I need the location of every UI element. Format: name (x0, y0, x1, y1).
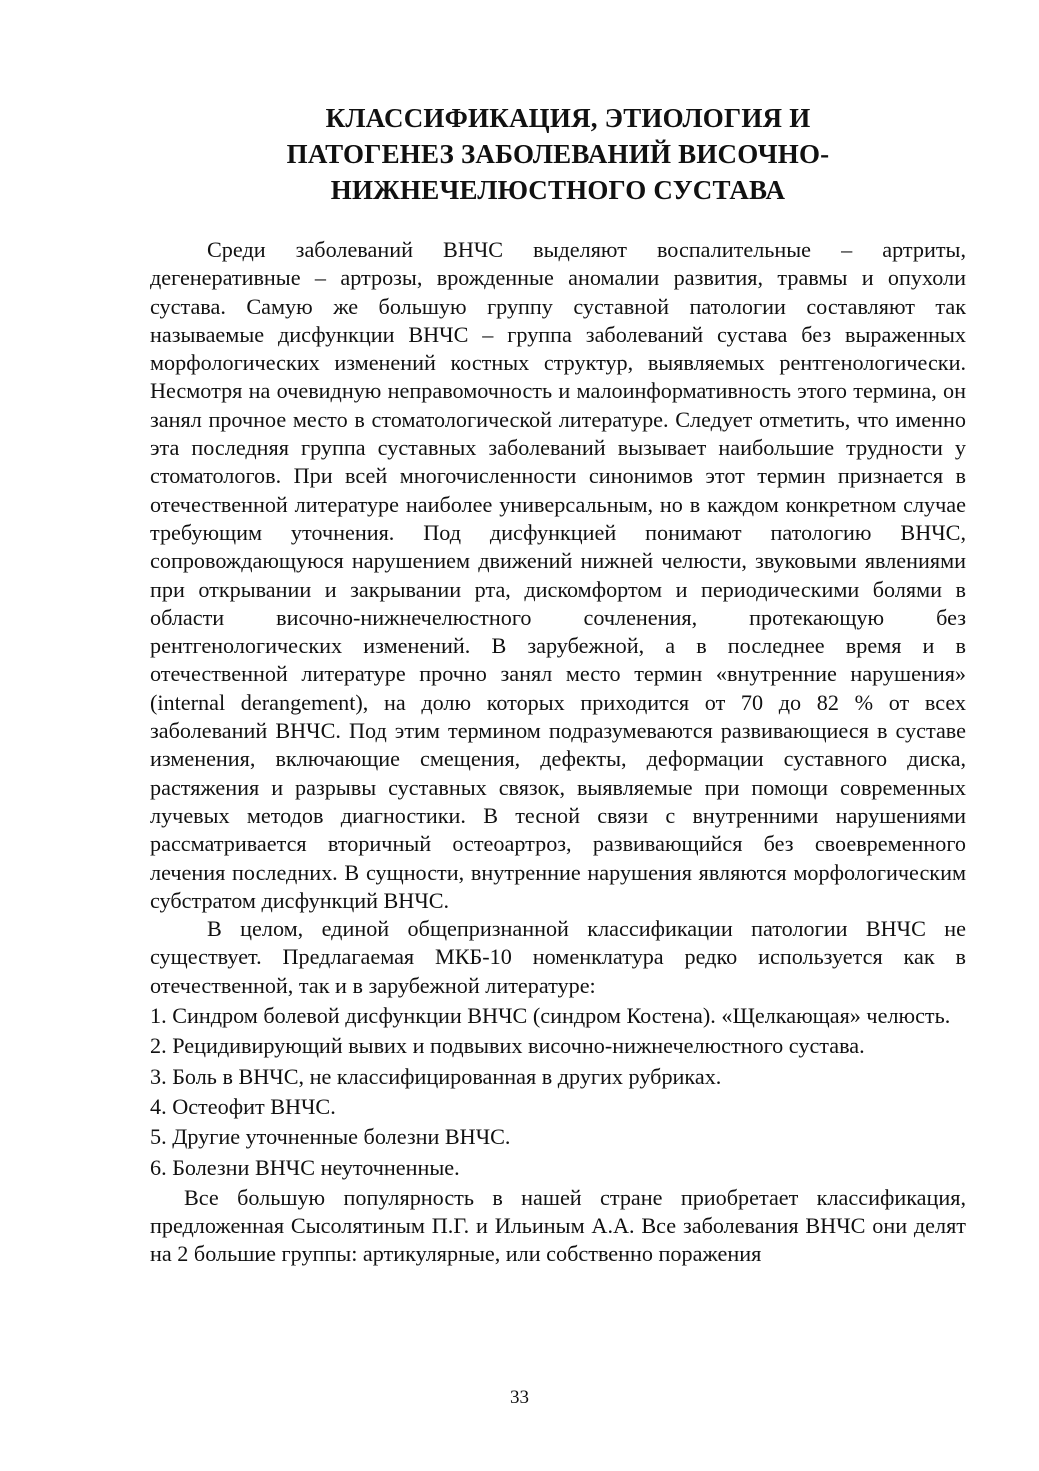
paragraph: В целом, единой общепризнанной классификации патологии ВНЧС не существует. Предлагаемая МКБ-10 номенклатура редко используется как в отечественной, так и в зарубежной литературе: (150, 916, 966, 998)
title-line: ПАТОГЕНЕЗ ЗАБОЛЕВАНИЙ ВИСОЧНО- (286, 139, 830, 169)
list-item: 6. Болезни ВНЧС неуточненные. (150, 1154, 460, 1180)
title-line: КЛАССИФИКАЦИЯ, ЭТИОЛОГИЯ И (325, 103, 811, 133)
list-item: 5. Другие уточненные болезни ВНЧС. (150, 1124, 511, 1150)
numbered-list (150, 1002, 966, 1182)
body-text (150, 236, 966, 1269)
list-item: 1. Синдром болевой дисфункции ВНЧС (синдром Костена). «Щелкающая» челюсть. (150, 1003, 951, 1029)
page-number: 33 (510, 1387, 529, 1408)
paragraph: Среди заболеваний ВНЧС выделяют воспалительные – артриты, дегенеративные – артрозы, врожденные аномалии развития, травмы и опухоли сустава. Самую же большую группу суставной патологии составляют так называемые дисфункции ВНЧС – группа заболеваний сустава без выраженных морфологических изменений костных структур, выявляемых рентгенологически. Несмотря на очевидную неправомочность и малоинформативность этого термина, он занял прочное место в стоматологической литературе. Следует отметить, что именно эта последняя группа суставных заболеваний вызывает наибольшие трудности у стоматологов. При всей многочисленности синонимов этот термин признается в отечественной литературе наиболее универсальным, но в каждом конкретном случае требующим уточнения. Под дисфункцией понимают патологию ВНЧС, сопровождающуюся нарушением движений нижней челюсти, звуковыми явлениями при открывании и закрывании рта, дискомфортом и периодическими болями в области височно-нижнечелюстного сочленения, протекающую без рентгенологических изменений. В зарубежной, а в последнее время и в отечественной литературе прочно занял место термин «внутренние нарушения» (internal derangement), на долю которых приходится от 70 до 82 % от всех заболеваний ВНЧС. Под этим термином подразумеваются развивающиеся в суставе изменения, включающие смещения, дефекты, деформации суставного диска, растяжения и разрывы суставных связок, выявляемые при помощи современных лучевых методов диагностики. В тесной связи с внутренними нарушениями рассматривается вторичный остеоартроз, развивающийся без своевременного лечения последних. В сущности, внутренние нарушения являются морфологическим субстратом дисфункций ВНЧС. (150, 237, 966, 913)
list-item: 3. Боль в ВНЧС, не классифицированная в других рубриках. (150, 1063, 722, 1089)
paragraph: Все большую популярность в нашей стране приобретает классификация, предложенная Сысолятиным П.Г. и Ильиным А.А. Все заболевания ВНЧС они делят на 2 большие группы: артикулярные, или собственно поражения (150, 1184, 966, 1267)
page-title (150, 100, 966, 208)
list-item: 2. Рецидивирующий вывих и подвывих височно-нижнечелюстного сустава. (150, 1033, 865, 1059)
title-line: НИЖНЕЧЕЛЮСТНОГО СУСТАВА (330, 175, 786, 205)
list-item: 4. Остеофит ВНЧС. (150, 1093, 336, 1119)
